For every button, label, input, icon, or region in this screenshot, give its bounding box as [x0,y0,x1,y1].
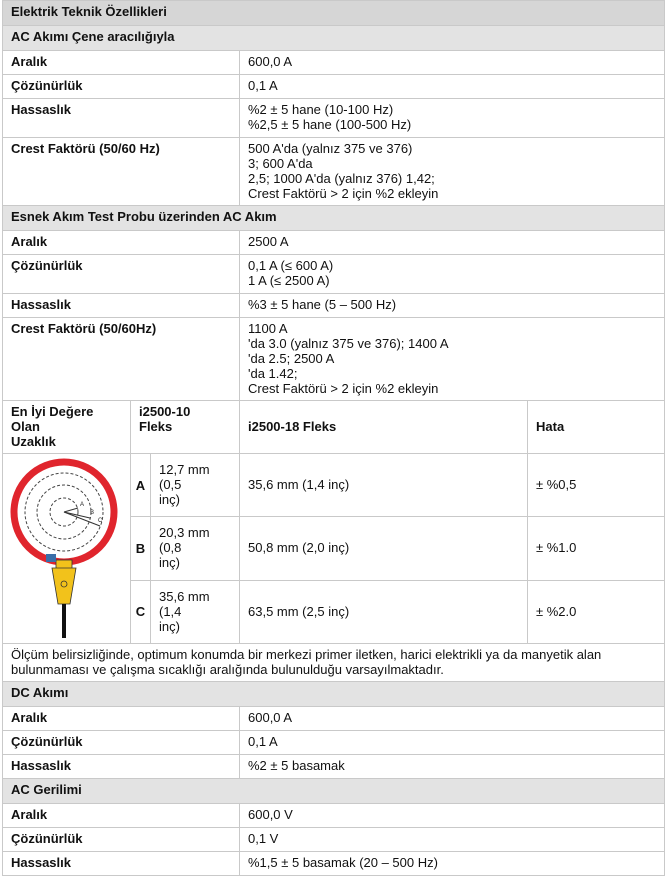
title-row [3,1,665,26]
spec-row [3,318,665,401]
error-value: ± %0,5 [528,454,665,517]
spec-value: %1,5 ± 5 basamak (20 – 500 Hz) [240,852,665,876]
spec-value: 600,0 A [240,51,665,75]
flex10-value: 20,3 mm (0,8 inç) [151,517,240,580]
spec-value: 600,0 V [240,804,665,828]
distance-header: En İyi Değere Olan Uzaklık [3,401,131,454]
spec-value: 0,1 A [240,731,665,755]
spec-row [3,294,665,318]
spec-row [3,99,665,138]
page-title: Elektrik Teknik Özellikleri [3,1,665,26]
spec-value: %2 ± 5 basamak [240,755,665,779]
spec-label: Aralık [3,51,240,75]
spec-row [3,731,665,755]
flex18-value: 50,8 mm (2,0 inç) [240,517,528,580]
spec-row [3,255,665,294]
spec-row [3,75,665,99]
section-header [3,682,665,707]
fig-label-a: A [79,502,84,508]
spec-label: Crest Faktörü (50/60 Hz) [3,138,240,206]
spec-table [2,0,665,876]
spec-row [3,804,665,828]
error-value: ± %2.0 [528,580,665,643]
spec-label: Çözünürlük [3,255,240,294]
section-title: DC Akımı [3,682,665,707]
spec-value: 0,1 A [240,75,665,99]
error-value: ± %1.0 [528,517,665,580]
spec-label: Aralık [3,707,240,731]
row-letter: C [131,580,151,643]
accuracy-note: Ölçüm belirsizliğinde, optimum konumda bir merkezi primer iletken, harici elektrikli ya da manyetik alan bulunmaması ve çalışma sıcaklığı aralığında bulunulduğu varsayılmaktadır. [3,644,665,682]
spec-value: 0,1 A (≤ 600 A) 1 A (≤ 2500 A) [240,255,665,294]
spec-label: Hassaslık [3,755,240,779]
section-title: Esnek Akım Test Probu üzerinden AC Akım [3,206,665,231]
error-header: Hata [528,401,665,454]
spec-label: Hassaslık [3,294,240,318]
row-letter: B [131,517,151,580]
spec-value: %2 ± 5 hane (10-100 Hz) %2,5 ± 5 hane (100-500 Hz) [240,99,665,138]
spec-row [3,707,665,731]
section-title: AC Gerilimi [3,779,665,804]
section-title: AC Akımı Çene aracılığıyla [3,26,665,51]
spec-label: Çözünürlük [3,828,240,852]
section-header [3,206,665,231]
flex18-header: i2500-18 Fleks [240,401,528,454]
flex-probe-diagram [6,454,128,640]
flex10-value: 12,7 mm (0,5 inç) [151,454,240,517]
spec-value: 0,1 V [240,828,665,852]
spec-label: Aralık [3,804,240,828]
spec-row [3,231,665,255]
spec-value: 2500 A [240,231,665,255]
flex-probe-figure [3,454,131,644]
fig-label-c: C [97,518,102,524]
spec-row [3,51,665,75]
section-header [3,26,665,51]
probe-body [52,568,76,604]
spec-value: 1100 A 'da 3.0 (yalnız 375 ve 376); 1400 A 'da 2.5; 2500 A 'da 1.42; Crest Faktörü > 2 için %2 ekleyin [240,318,665,401]
spec-row [3,138,665,206]
spec-value: 500 A'da (yalnız 375 ve 376) 3; 600 A'da 2,5; 1000 A'da (yalnız 376) 1,42; Crest Faktörü > 2 için %2 ekleyin [240,138,665,206]
radius-a-arrow [64,508,78,512]
spec-value: %3 ± 5 hane (5 – 500 Hz) [240,294,665,318]
flex18-value: 63,5 mm (2,5 inç) [240,580,528,643]
spec-label: Crest Faktörü (50/60Hz) [3,318,240,401]
flex10-value: 35,6 mm (1,4 inç) [151,580,240,643]
spec-label: Aralık [3,231,240,255]
section-header [3,779,665,804]
flex10-header: i2500-10 Fleks [131,401,240,454]
distance-row [3,454,665,517]
spec-row [3,828,665,852]
flex18-value: 35,6 mm (1,4 inç) [240,454,528,517]
fig-label-b: B [89,510,94,516]
spec-label: Çözünürlük [3,731,240,755]
distance-header-row [3,401,665,454]
spec-label: Çözünürlük [3,75,240,99]
probe-latch [46,554,56,562]
spec-row [3,852,665,876]
spec-label: Hassaslık [3,99,240,138]
spec-value: 600,0 A [240,707,665,731]
radius-c-arrow [64,512,100,526]
spec-row [3,755,665,779]
row-letter: A [131,454,151,517]
note-row [3,644,665,682]
spec-label: Hassaslık [3,852,240,876]
